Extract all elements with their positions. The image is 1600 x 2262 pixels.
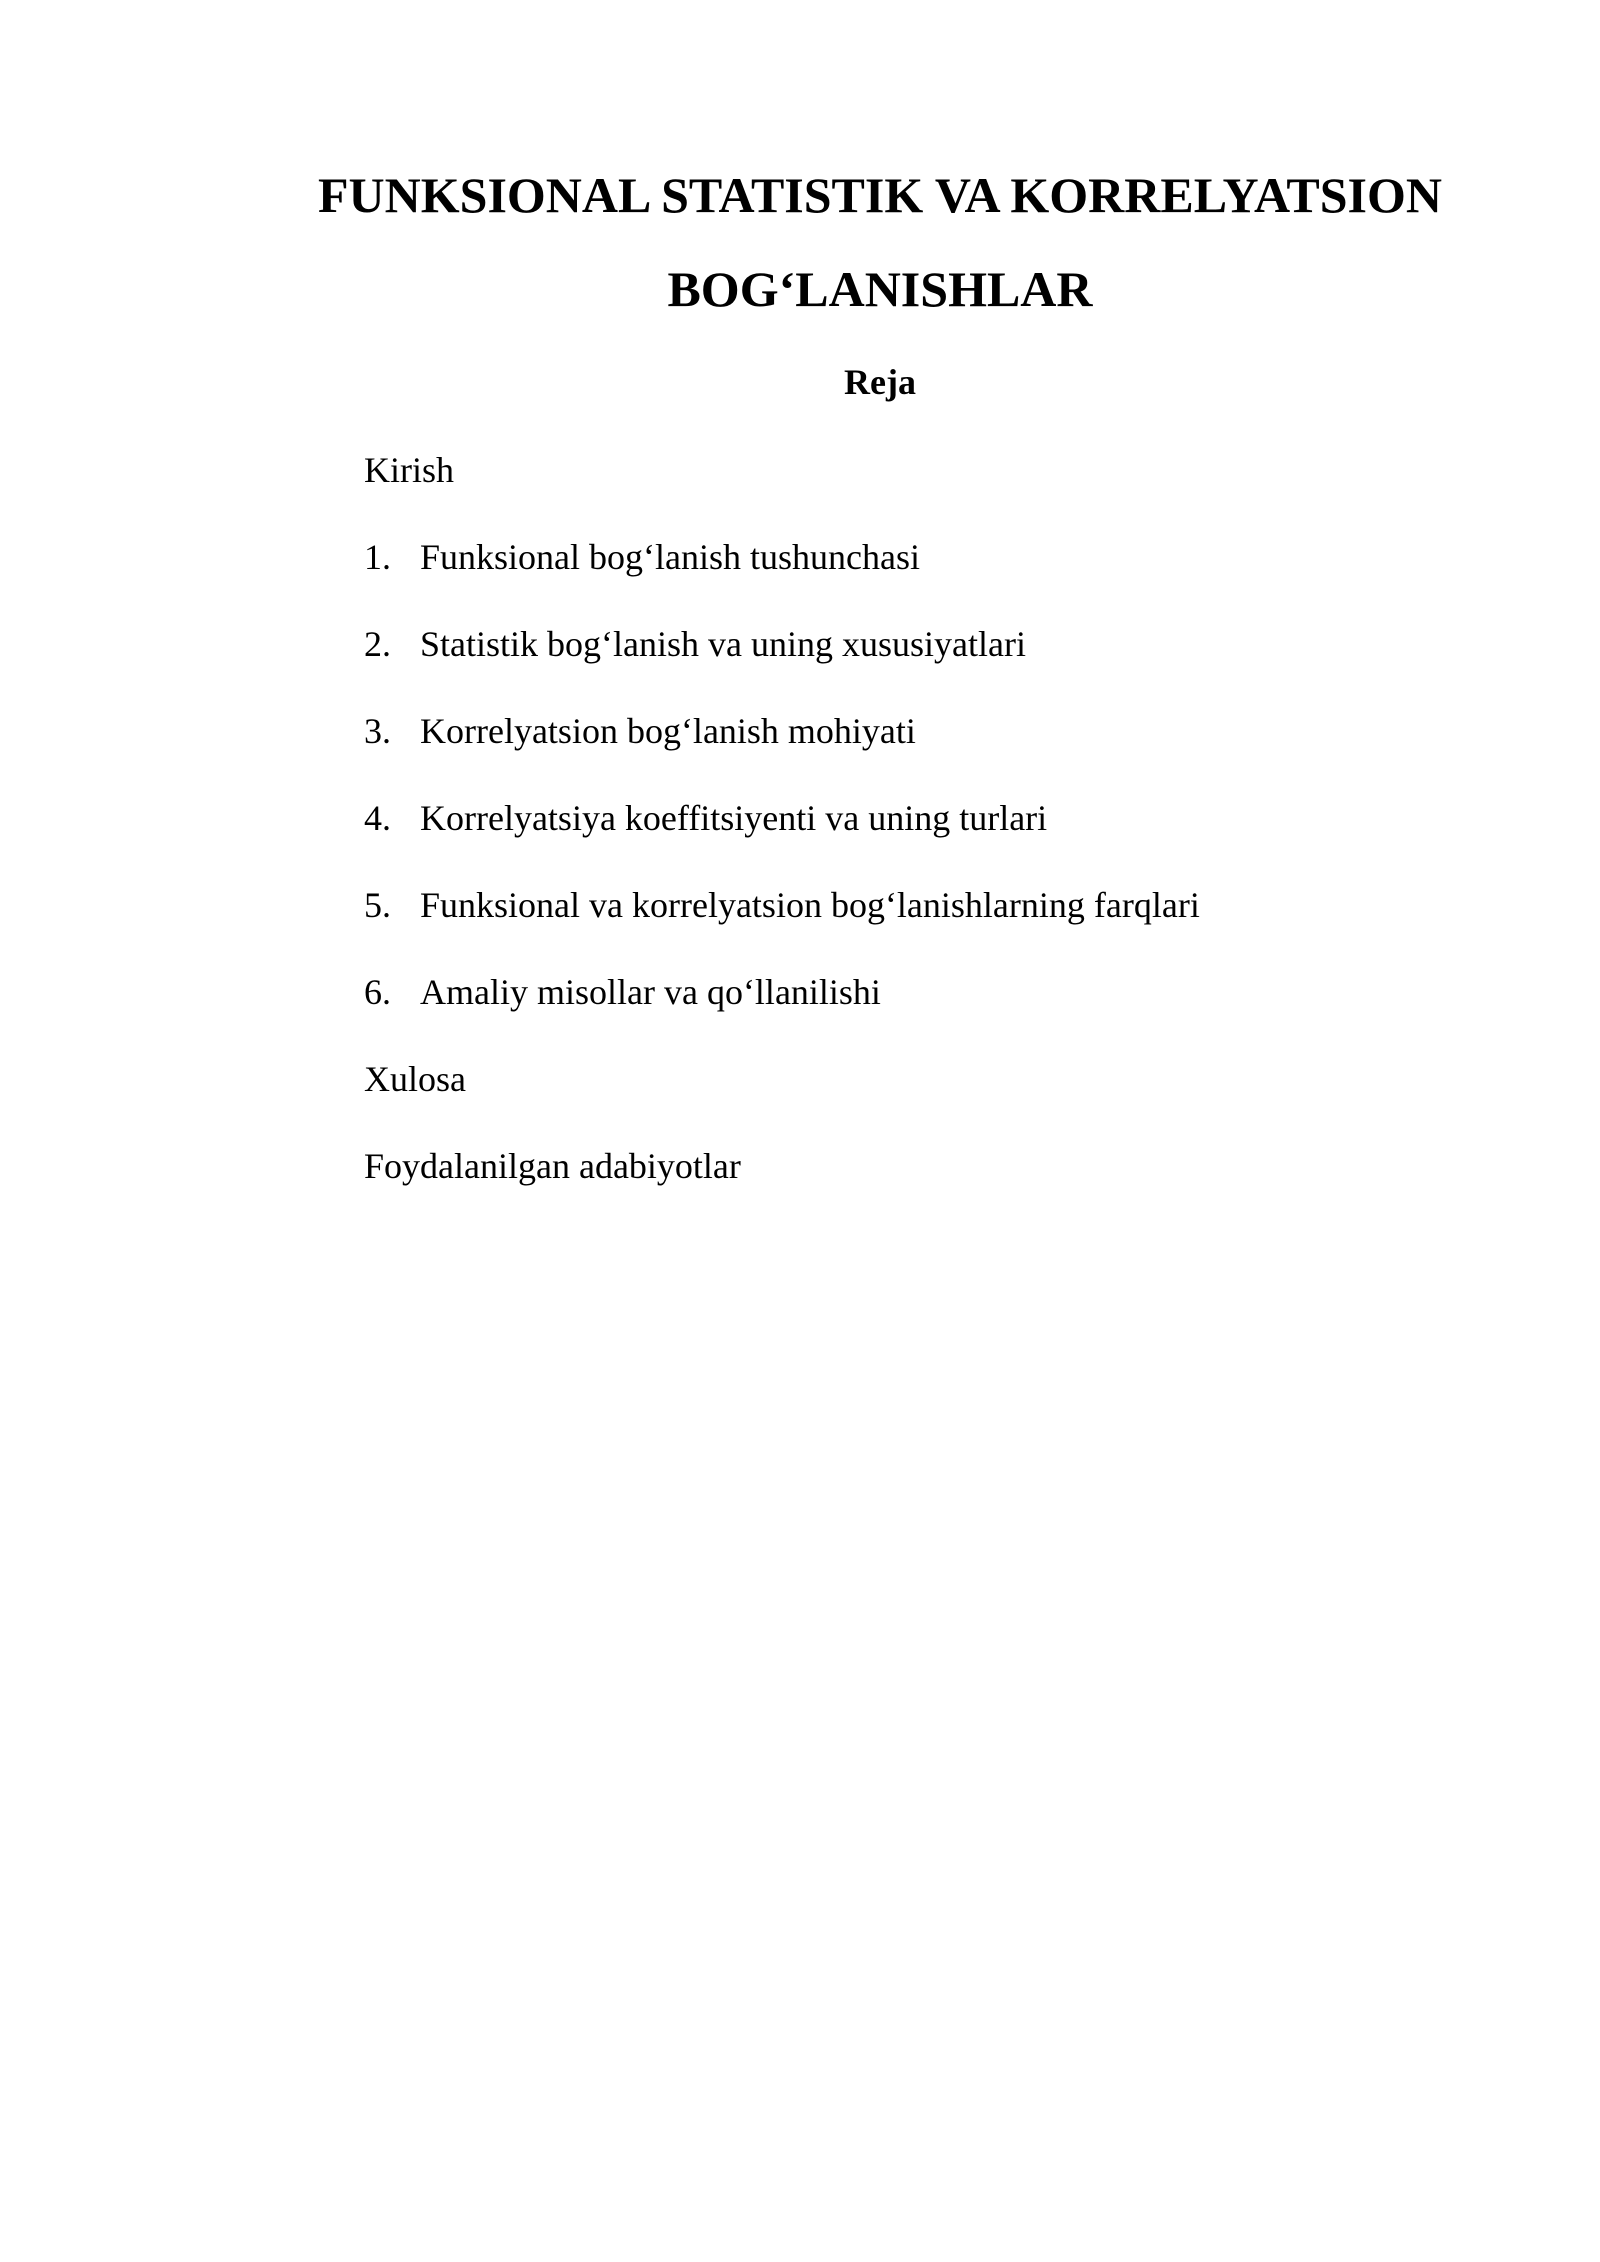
plan-item-number: 4. xyxy=(364,798,391,838)
plan-item-1 xyxy=(364,533,1464,620)
plan-references-text: Foydalanilgan adabiyotlar xyxy=(364,1146,741,1186)
plan-item-2 xyxy=(364,620,1464,707)
plan-item-number: 3. xyxy=(364,711,391,751)
plan-item-text: Statistik bog‘lanish va uning xususiyatlari xyxy=(420,624,1026,664)
plan-item-5 xyxy=(364,881,1464,968)
plan-item-text: Korrelyatsion bog‘lanish mohiyati xyxy=(420,711,916,751)
plan-item-text: Funksional va korrelyatsion bog‘lanishlarning farqlari xyxy=(420,885,1200,925)
plan-item-number: 1. xyxy=(364,537,391,577)
plan-intro-text: Kirish xyxy=(364,450,454,490)
plan-references xyxy=(364,1142,1464,1229)
plan-item-number: 6. xyxy=(364,972,391,1012)
plan-item-text: Funksional bog‘lanish tushunchasi xyxy=(420,537,920,577)
plan-item-6 xyxy=(364,968,1464,1055)
plan-item-3 xyxy=(364,707,1464,794)
plan-item-text: Korrelyatsiya koeffitsiyenti va uning turlari xyxy=(420,798,1048,838)
document-title: FUNKSIONAL STATISTIK VA KORRELYATSION BOG‘LANISHLAR xyxy=(317,167,1443,317)
plan-item-number: 5. xyxy=(364,885,391,925)
plan-item-text: Amaliy misollar va qo‘llanilishi xyxy=(420,972,881,1012)
plan-heading: Reja xyxy=(844,362,916,402)
plan-conclusion xyxy=(364,1055,1464,1142)
plan-list xyxy=(364,446,1464,1229)
plan-item-4 xyxy=(364,794,1464,881)
plan-conclusion-text: Xulosa xyxy=(364,1059,466,1099)
plan-intro xyxy=(364,446,1464,533)
plan-item-number: 2. xyxy=(364,624,391,664)
